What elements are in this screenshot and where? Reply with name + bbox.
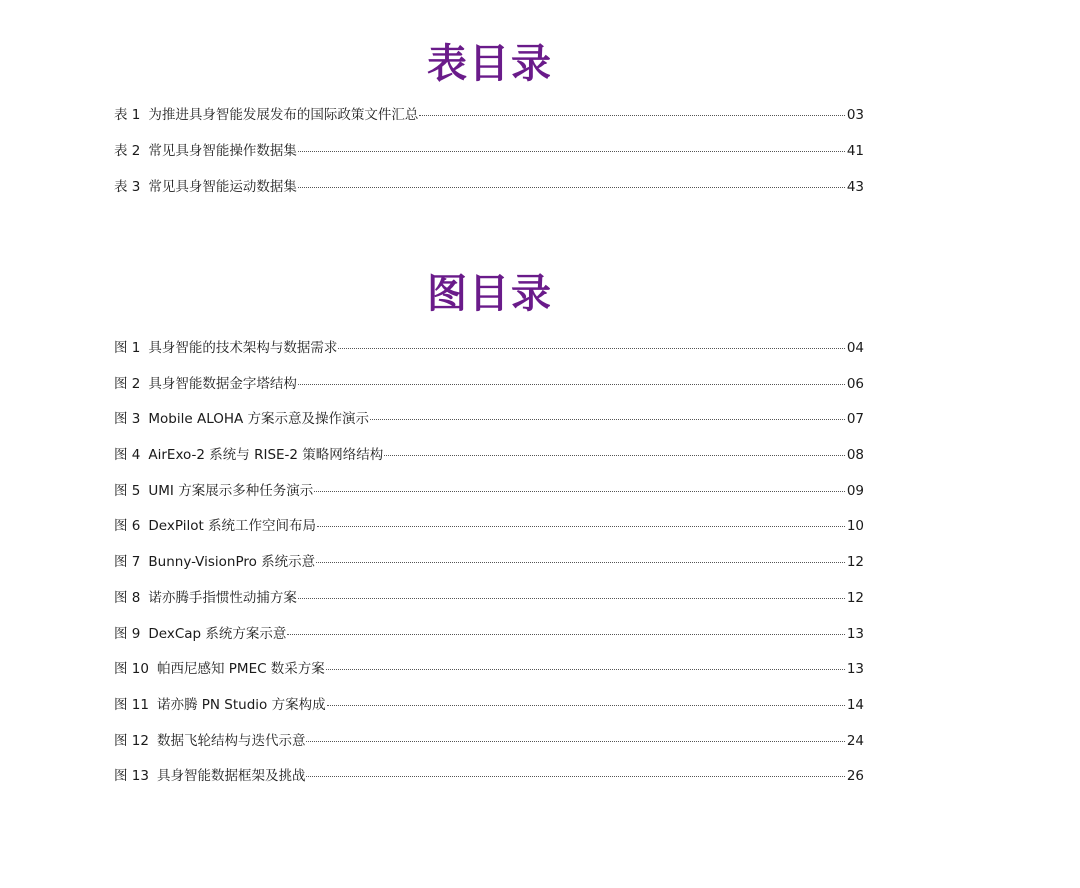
entry-title: Mobile ALOHA 方案示意及操作演示 bbox=[148, 411, 370, 428]
entry-number: 图 7 bbox=[114, 554, 141, 571]
entry-page-number: 04 bbox=[846, 340, 864, 356]
dot-leader bbox=[298, 151, 845, 152]
entry-title: DexCap 系统方案示意 bbox=[148, 625, 287, 642]
dot-leader bbox=[316, 562, 845, 563]
entry-number: 图 11 bbox=[114, 696, 149, 713]
entry-number: 图 13 bbox=[114, 768, 149, 785]
toc-entry-figure-6[interactable] bbox=[114, 515, 864, 551]
entry-page-number: 07 bbox=[846, 411, 864, 428]
entry-number: 图 5 bbox=[114, 482, 141, 499]
dot-leader bbox=[314, 491, 845, 492]
entry-page-number: 12 bbox=[846, 589, 864, 606]
entry-number: 图 2 bbox=[114, 375, 141, 392]
entry-title: 常见具身智能操作数据集 bbox=[148, 143, 297, 159]
table-of-figures-title: 图目录 bbox=[427, 271, 553, 317]
toc-entry-figure-2[interactable] bbox=[114, 373, 864, 409]
dot-leader bbox=[306, 776, 844, 777]
toc-entry-figure-11[interactable] bbox=[114, 694, 864, 730]
entry-page-number: 26 bbox=[846, 768, 864, 785]
entry-page-number: 03 bbox=[846, 107, 864, 123]
dot-leader bbox=[419, 115, 844, 116]
toc-entry-table-1[interactable] bbox=[114, 104, 864, 140]
dot-leader bbox=[338, 348, 844, 349]
entry-number: 图 3 bbox=[114, 411, 141, 428]
entry-title: 数据飞轮结构与迭代示意 bbox=[156, 732, 306, 749]
dot-leader bbox=[317, 526, 845, 527]
entry-page-number: 41 bbox=[846, 143, 864, 159]
dot-leader bbox=[327, 705, 845, 706]
entry-title: DexPilot 系统工作空间布局 bbox=[148, 518, 317, 535]
entry-page-number: 12 bbox=[846, 554, 864, 571]
dot-leader bbox=[370, 419, 845, 420]
dot-leader bbox=[326, 669, 845, 670]
toc-entry-figure-5[interactable] bbox=[114, 480, 864, 516]
entry-page-number: 06 bbox=[846, 375, 864, 392]
entry-number: 图 4 bbox=[114, 447, 141, 464]
toc-entry-figure-8[interactable] bbox=[114, 587, 864, 623]
entry-title: UMI 方案展示多种任务演示 bbox=[148, 482, 314, 499]
entry-number: 图 1 bbox=[114, 340, 141, 356]
entry-title: 帕西尼感知 PMEC 数采方案 bbox=[156, 661, 325, 678]
dot-leader bbox=[306, 741, 844, 742]
entry-page-number: 08 bbox=[846, 447, 864, 464]
toc-entry-figure-12[interactable] bbox=[114, 730, 864, 766]
entry-number: 图 6 bbox=[114, 518, 141, 535]
entry-number: 表 3 bbox=[114, 179, 141, 195]
toc-entry-figure-7[interactable] bbox=[114, 551, 864, 587]
entry-title: 常见具身智能运动数据集 bbox=[148, 179, 297, 195]
entry-number: 图 12 bbox=[114, 732, 149, 749]
dot-leader bbox=[298, 384, 845, 385]
entry-title: 为推进具身智能发展发布的国际政策文件汇总 bbox=[148, 107, 419, 123]
dot-leader bbox=[298, 187, 845, 188]
entry-title: AirExo-2 系统与 RISE-2 策略网络结构 bbox=[148, 447, 384, 464]
entry-page-number: 43 bbox=[846, 179, 864, 195]
toc-entry-figure-1[interactable] bbox=[114, 337, 864, 373]
entry-title: 诺亦腾手指惯性动捕方案 bbox=[148, 589, 297, 606]
entry-page-number: 14 bbox=[846, 696, 864, 713]
entry-title: 诺亦腾 PN Studio 方案构成 bbox=[156, 696, 326, 713]
entry-page-number: 13 bbox=[846, 661, 864, 678]
toc-entry-table-2[interactable] bbox=[114, 140, 864, 176]
dot-leader bbox=[298, 598, 845, 599]
entry-page-number: 13 bbox=[846, 625, 864, 642]
toc-entry-figure-4[interactable] bbox=[114, 444, 864, 480]
entry-title: 具身智能的技术架构与数据需求 bbox=[148, 340, 338, 356]
toc-entry-figure-10[interactable] bbox=[114, 658, 864, 694]
entry-page-number: 10 bbox=[846, 518, 864, 535]
toc-entry-figure-13[interactable] bbox=[114, 765, 864, 801]
entry-number: 图 10 bbox=[114, 661, 149, 678]
dot-leader bbox=[384, 455, 845, 456]
toc-entry-figure-9[interactable] bbox=[114, 623, 864, 659]
entry-title: 具身智能数据金字塔结构 bbox=[148, 375, 297, 392]
toc-entry-table-3[interactable] bbox=[114, 176, 864, 212]
entry-page-number: 24 bbox=[846, 732, 864, 749]
entry-number: 表 2 bbox=[114, 143, 141, 159]
entry-page-number: 09 bbox=[846, 482, 864, 499]
entry-number: 图 8 bbox=[114, 589, 141, 606]
entry-number: 图 9 bbox=[114, 625, 141, 642]
entry-title: Bunny-VisionPro 系统示意 bbox=[148, 554, 316, 571]
table-of-tables-title: 表目录 bbox=[427, 41, 553, 87]
table-of-figures-list bbox=[114, 337, 864, 801]
table-of-tables-list bbox=[114, 104, 864, 212]
toc-entry-figure-3[interactable] bbox=[114, 408, 864, 444]
entry-number: 表 1 bbox=[114, 107, 141, 123]
dot-leader bbox=[287, 634, 844, 635]
entry-title: 具身智能数据框架及挑战 bbox=[156, 768, 306, 785]
